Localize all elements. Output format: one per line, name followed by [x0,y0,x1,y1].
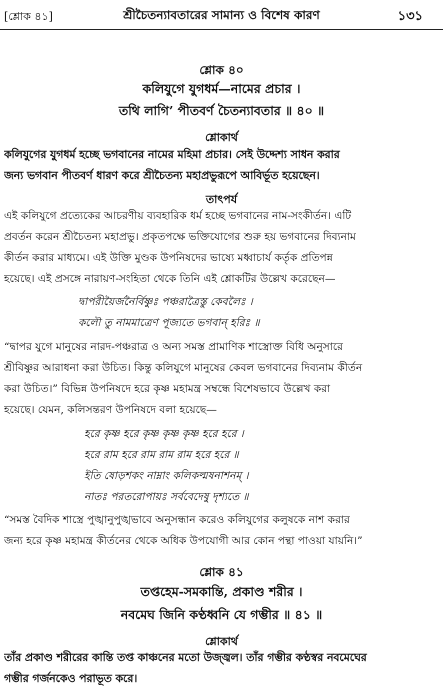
verse-40-line-2: তথি লাগি’ পীতবর্ণ চৈতন্যাবতার ॥ ৪০ ॥ [118,103,325,118]
verse-reference: [শ্লোক ৪১] [4,10,53,23]
quote-line: নাতঃ পরতরোপায়ঃ সর্ববেদেষু দৃশ্যতে ॥ [84,491,249,503]
translation-41-label: শ্লোকার্থ [205,635,238,648]
chapter-running-title: শ্রীচৈতন্যাবতারের সামান্য ও বিশেষ কারণ [123,8,320,22]
text-line: হয়েছে। এই প্রসঙ্গে নারায়ণ-সংহিতা থেকে তিনি এই শ্লোকটির উল্লেখ করেছেন— [4,273,336,285]
text-line: তাঁর প্রকাণ্ড শরীরের কান্তি তপ্ত কাঞ্চনের মতো উজ্জ্বল। তাঁর গম্ভীর কণ্ঠস্বর নবমেঘের [4,651,367,664]
text-line: জন্য হরে কৃষ্ণ মহামন্ত্র কীর্তনের থেকে অধিক উপযোগী আর কোন পন্থা পাওয়া যায়নি।” [4,535,363,547]
purport-40-label: তাৎপর্য [205,193,238,206]
translation-41-text [4,647,436,689]
text-line: “দ্বাপর যুগে মানুষের নারদ-পঞ্চরাত্র ও অন্য সমস্ত প্রামাণিক শাস্ত্রোক্ত বিধি অনুসারে [4,341,343,353]
quote-line: হরে কৃষ্ণ হরে কৃষ্ণ কৃষ্ণ কৃষ্ণ হরে হরে । [84,428,244,440]
header-divider [0,29,443,30]
verse-41-label: শ্লোক ৪১ [199,565,244,579]
text-line: কলিযুগের যুগধর্ম হচ্ছে ভগবানের নামের মহিমা প্রচার। সেই উদ্দেশ্য সাধন করার [4,148,340,161]
text-line: শ্রীবিষ্ণুর আরাধনা করা উচিত। কিন্তু কলিযুগে মানুষের কেবল ভগবানের দিব্যনাম কীর্তন [4,362,363,374]
verse-40-label: শ্লোক ৪০ [199,63,244,77]
quote-line: ইতি ষোড়শকং নাম্নাং কলিকল্মষনাশনম্ । [84,470,249,482]
quote-line: কলৌ তু নামমাত্রেণ পূজ্যতে ভগবান্ হরিঃ ॥ [78,317,260,329]
text-line: গম্ভীর গর্জনকেও পরাভূত করে। [4,672,138,685]
text-line: এই কলিযুগে প্রত্যেকের আচরণীয় ব্যবহারিক ধর্ম হচ্ছে ভগবানের নাম-সংকীর্তন। এটি [4,210,352,222]
page-header [0,6,443,26]
text-line: “সমস্ত বৈদিক শাস্ত্রে পুঙ্খানুপুঙ্খভাবে অনুসন্ধান করেও কলিযুগের কলুষকে নাশ করার [4,514,350,526]
text-line: প্রবর্তন করেন শ্রীচৈতন্য মহাপ্রভু। প্রকৃতপক্ষে ভক্তিযোগের শুরু হয় ভগবানের দিব্যনাম [4,231,356,243]
purport-40-paragraph-3 [4,510,436,552]
verse-41-line-1: তপ্তহেম-সমকান্তি, প্রকাণ্ড শরীর । [140,584,303,599]
translation-40-label: শ্লোকার্থ [205,131,238,144]
verse-41-line-2: নবমেঘ জিনি কণ্ঠধ্বনি যে গম্ভীর ॥ ৪১ ॥ [120,607,323,622]
purport-40-paragraph-2 [4,337,436,421]
translation-40-text [4,144,436,186]
page-number: ১৩১ [397,9,423,24]
text-line: জন্য ভগবান পীতবর্ণ ধারণ করে শ্রীচৈতন্য মহাপ্রভুরূপে আবির্ভূত হয়েছেন। [4,169,320,182]
text-line: হয়েছে। যেমন, কলিসন্তরণ উপনিষদে বলা হয়েছে— [4,404,217,416]
quote-line: হরে রাম হরে রাম রাম রাম হরে হরে ॥ [84,449,239,461]
text-line: করা উচিত।” বিভিন্ন উপনিষদে হরে কৃষ্ণ মহামন্ত্র সম্বন্ধে বিশেষভাবে উল্লেখ করা [4,383,331,395]
purport-40-paragraph-1 [4,206,436,290]
verse-40-line-1: কলিযুগে যুগধর্ম—নামের প্রচার । [142,81,301,96]
text-line: কীর্তন করার মাধ্যমে। এই উক্তি মুণ্ডক উপনিষদের ভাষ্যে মধ্বাচার্য কর্তৃক প্রতিপন্ন [4,252,333,264]
quote-line: দ্বাপরীয়ৈর্জনৈর্বিষ্ণুঃ পঞ্চরাত্রৈস্তু কেবলৈঃ । [78,296,253,308]
